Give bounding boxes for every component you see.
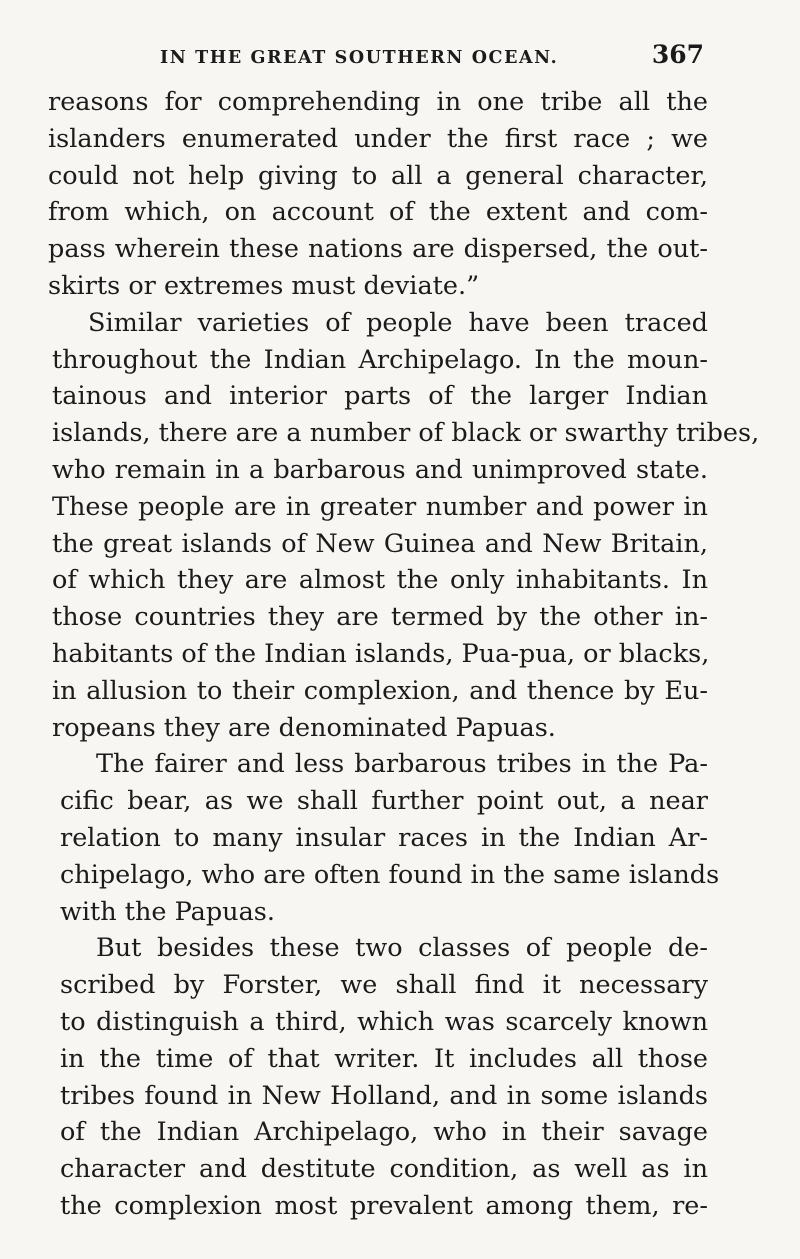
text-line: in the time of that writer. It includes all those xyxy=(60,1043,708,1074)
paragraph-2 xyxy=(48,305,760,747)
text-line: throughout the Indian Archipelago. In the moun- xyxy=(52,344,708,375)
text-line: tainous and interior parts of the larger Indian xyxy=(52,381,708,412)
text-line: But besides these two classes of people de- xyxy=(96,933,708,964)
text-line: who remain in a barbarous and unimproved state. xyxy=(52,454,708,485)
text-line: cific bear, as we shall further point out, a near xyxy=(60,786,708,817)
paragraph-4 xyxy=(48,930,708,1224)
text-line: the complexion most prevalent among them, re- xyxy=(60,1190,708,1221)
text-line: ropeans they are denominated Papuas. xyxy=(52,712,556,743)
text-line: habitants of the Indian islands, Pua-pua, or blacks, xyxy=(52,638,710,669)
page-number: 367 xyxy=(651,40,704,69)
text-line: in allusion to their complexion, and thence by Eu- xyxy=(52,675,708,706)
text-line: of the Indian Archipelago, who in their savage xyxy=(60,1117,708,1148)
text-line: Similar varieties of people have been traced xyxy=(88,307,708,338)
text-line: to distinguish a third, which was scarcely known xyxy=(60,1006,708,1037)
text-line: skirts or extremes must deviate.” xyxy=(48,270,480,301)
text-line: islands, there are a number of black or swarthy tribes, xyxy=(52,418,760,449)
text-line: relation to many insular races in the Indian Ar- xyxy=(60,822,708,853)
text-line: tribes found in New Holland, and in some islands xyxy=(60,1080,708,1111)
body-text xyxy=(48,84,760,1225)
text-line: pass wherein these nations are dispersed, the out- xyxy=(48,234,708,265)
text-line: those countries they are termed by the other in- xyxy=(52,602,708,633)
text-line: of which they are almost the only inhabitants. In xyxy=(52,565,708,596)
page-header xyxy=(0,40,800,74)
text-line: These people are in greater number and power in xyxy=(52,491,708,522)
text-line: could not help giving to all a general character, xyxy=(48,160,708,191)
text-line: from which, on account of the extent and com- xyxy=(48,197,708,228)
text-line: with the Papuas. xyxy=(60,896,275,927)
text-line: character and destitute condition, as well as in xyxy=(60,1154,708,1185)
text-line: The fairer and less barbarous tribes in the Pa- xyxy=(96,749,708,780)
text-line: islanders enumerated under the first race ; we xyxy=(48,123,708,154)
text-line: scribed by Forster, we shall find it necessary xyxy=(60,970,708,1001)
paragraph-3 xyxy=(48,746,720,930)
paragraph-1 xyxy=(48,84,708,305)
running-head: IN THE GREAT SOUTHERN OCEAN. xyxy=(160,48,559,68)
text-line: reasons for comprehending in one tribe all the xyxy=(48,87,708,117)
text-line: the great islands of New Guinea and New Britain, xyxy=(52,528,708,559)
text-line: chipelago, who are often found in the same islands xyxy=(60,859,720,890)
